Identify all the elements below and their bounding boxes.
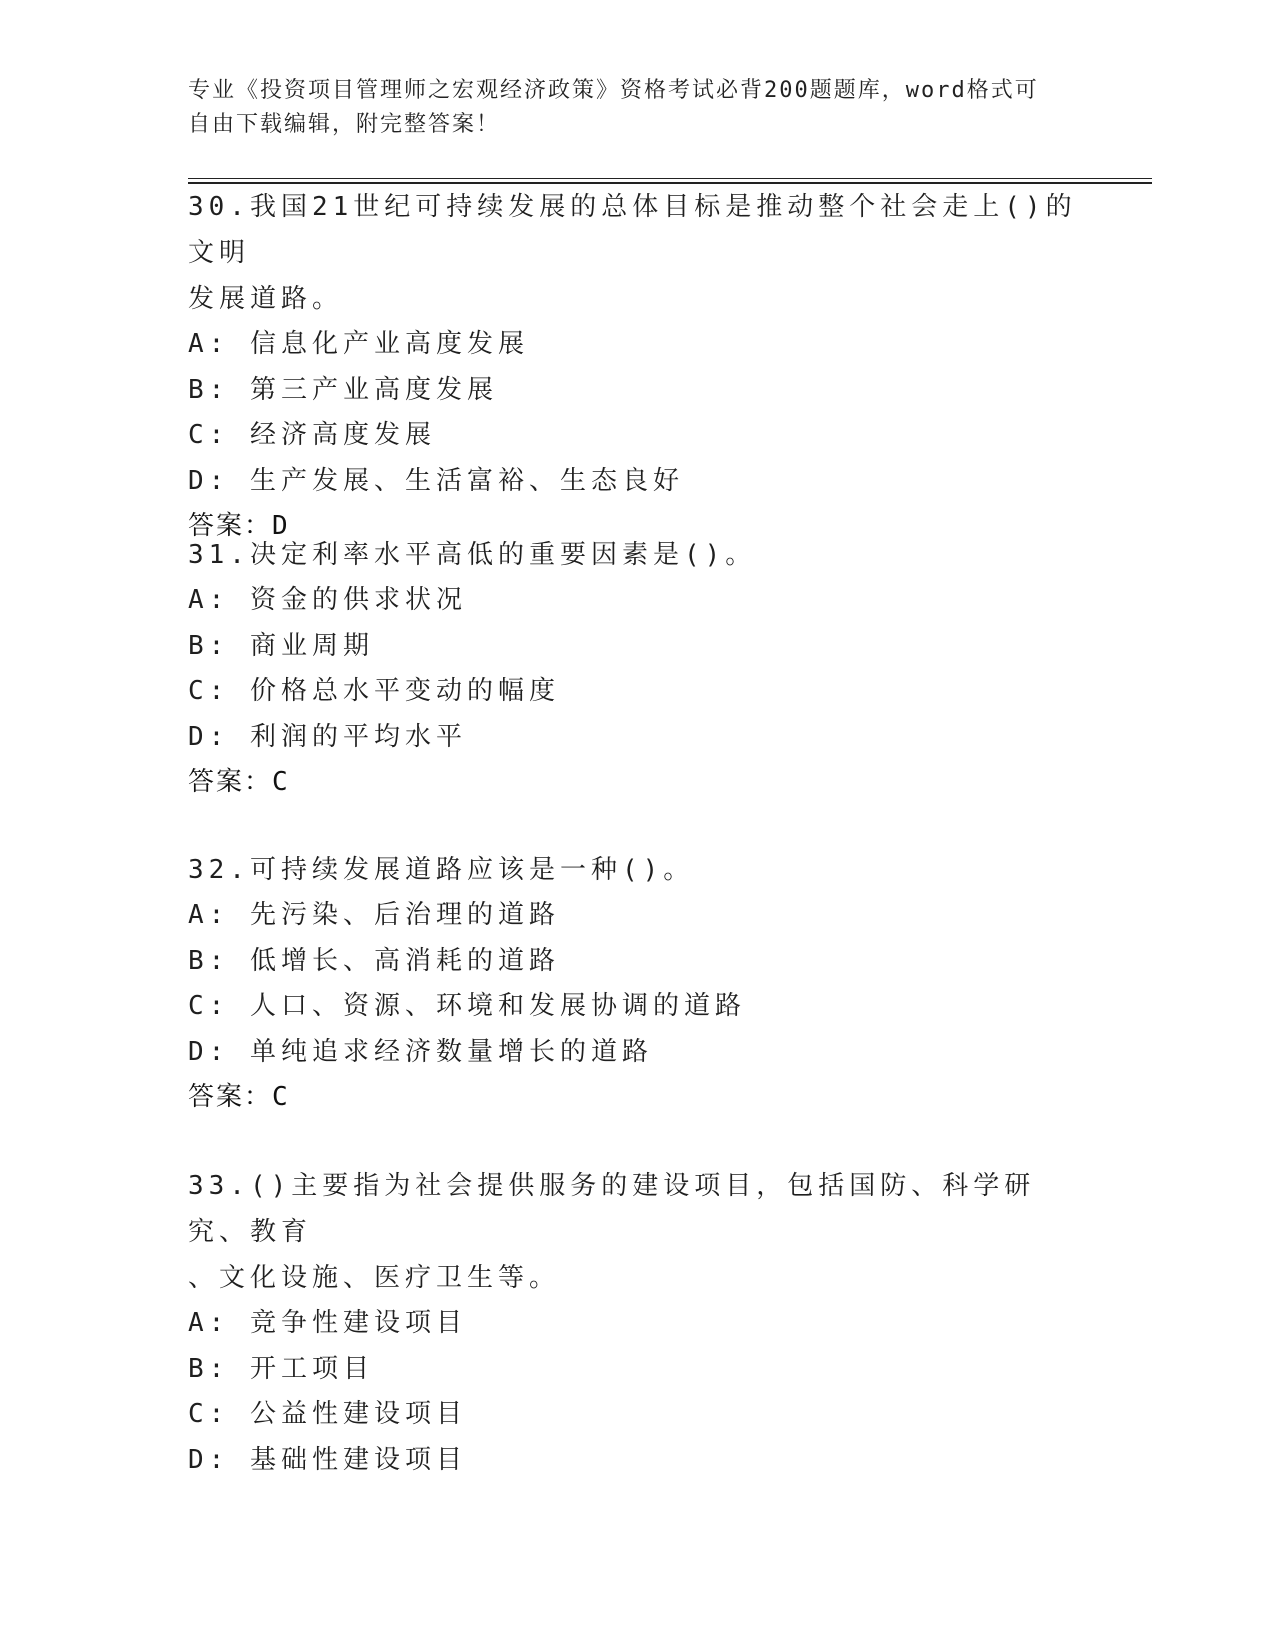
answer-line (188, 760, 1088, 805)
answer-label: 答案： (188, 767, 273, 797)
question-33 (188, 1163, 1088, 1483)
answer-label: 答案： (188, 1082, 273, 1112)
document-header (188, 74, 1068, 142)
question-stem: 30.我国21世纪可持续发展的总体目标是推动整个社会走上()的文明 (188, 192, 1077, 268)
question-30 (188, 184, 1088, 549)
option-b: B: 商业周期 (188, 630, 374, 661)
option-c: C: 经济高度发展 (188, 420, 436, 450)
option-d: D: 生产发展、生活富裕、生态良好 (188, 465, 684, 496)
question-stem-continued: 、文化设施、医疗卫生等。 (188, 1263, 561, 1293)
option-b: B: 低增长、高消耗的道路 (188, 945, 560, 976)
question-31 (188, 532, 1088, 805)
option-b: B: 开工项目 (188, 1353, 374, 1384)
option-a: A: 资金的供求状况 (188, 585, 467, 615)
option-c: C: 价格总水平变动的幅度 (188, 676, 560, 706)
question-stem-continued: 发展道路。 (188, 284, 344, 314)
option-a: A: 信息化产业高度发展 (188, 329, 529, 359)
option-d: D: 基础性建设项目 (188, 1444, 467, 1475)
option-d: D: 单纯追求经济数量增长的道路 (188, 1036, 653, 1067)
option-a: A: 先污染、后治理的道路 (188, 900, 560, 930)
option-a: A: 竞争性建设项目 (188, 1308, 467, 1338)
header-line-2: 自由下载编辑，附完整答案！ (188, 112, 501, 137)
question-stem: 32.可持续发展道路应该是一种()。 (188, 855, 695, 885)
answer-label: 答案： (188, 511, 273, 541)
option-c: C: 人口、资源、环境和发展协调的道路 (188, 991, 746, 1021)
header-divider-thin (188, 178, 1152, 179)
question-32 (188, 847, 1088, 1120)
answer-line (188, 1075, 1088, 1120)
answer-value: C (272, 767, 290, 797)
header-line-1: 专业《投资项目管理师之宏观经济政策》资格考试必背200题题库，word格式可 (188, 78, 1039, 103)
answer-value: D (272, 511, 290, 541)
question-stem: 33.()主要指为社会提供服务的建设项目，包括国防、科学研究、教育 (188, 1171, 1036, 1247)
answer-value: C (272, 1082, 290, 1112)
question-stem: 31.决定利率水平高低的重要因素是()。 (188, 540, 757, 570)
option-d: D: 利润的平均水平 (188, 721, 467, 752)
option-c: C: 公益性建设项目 (188, 1399, 467, 1429)
option-b: B: 第三产业高度发展 (188, 374, 498, 405)
